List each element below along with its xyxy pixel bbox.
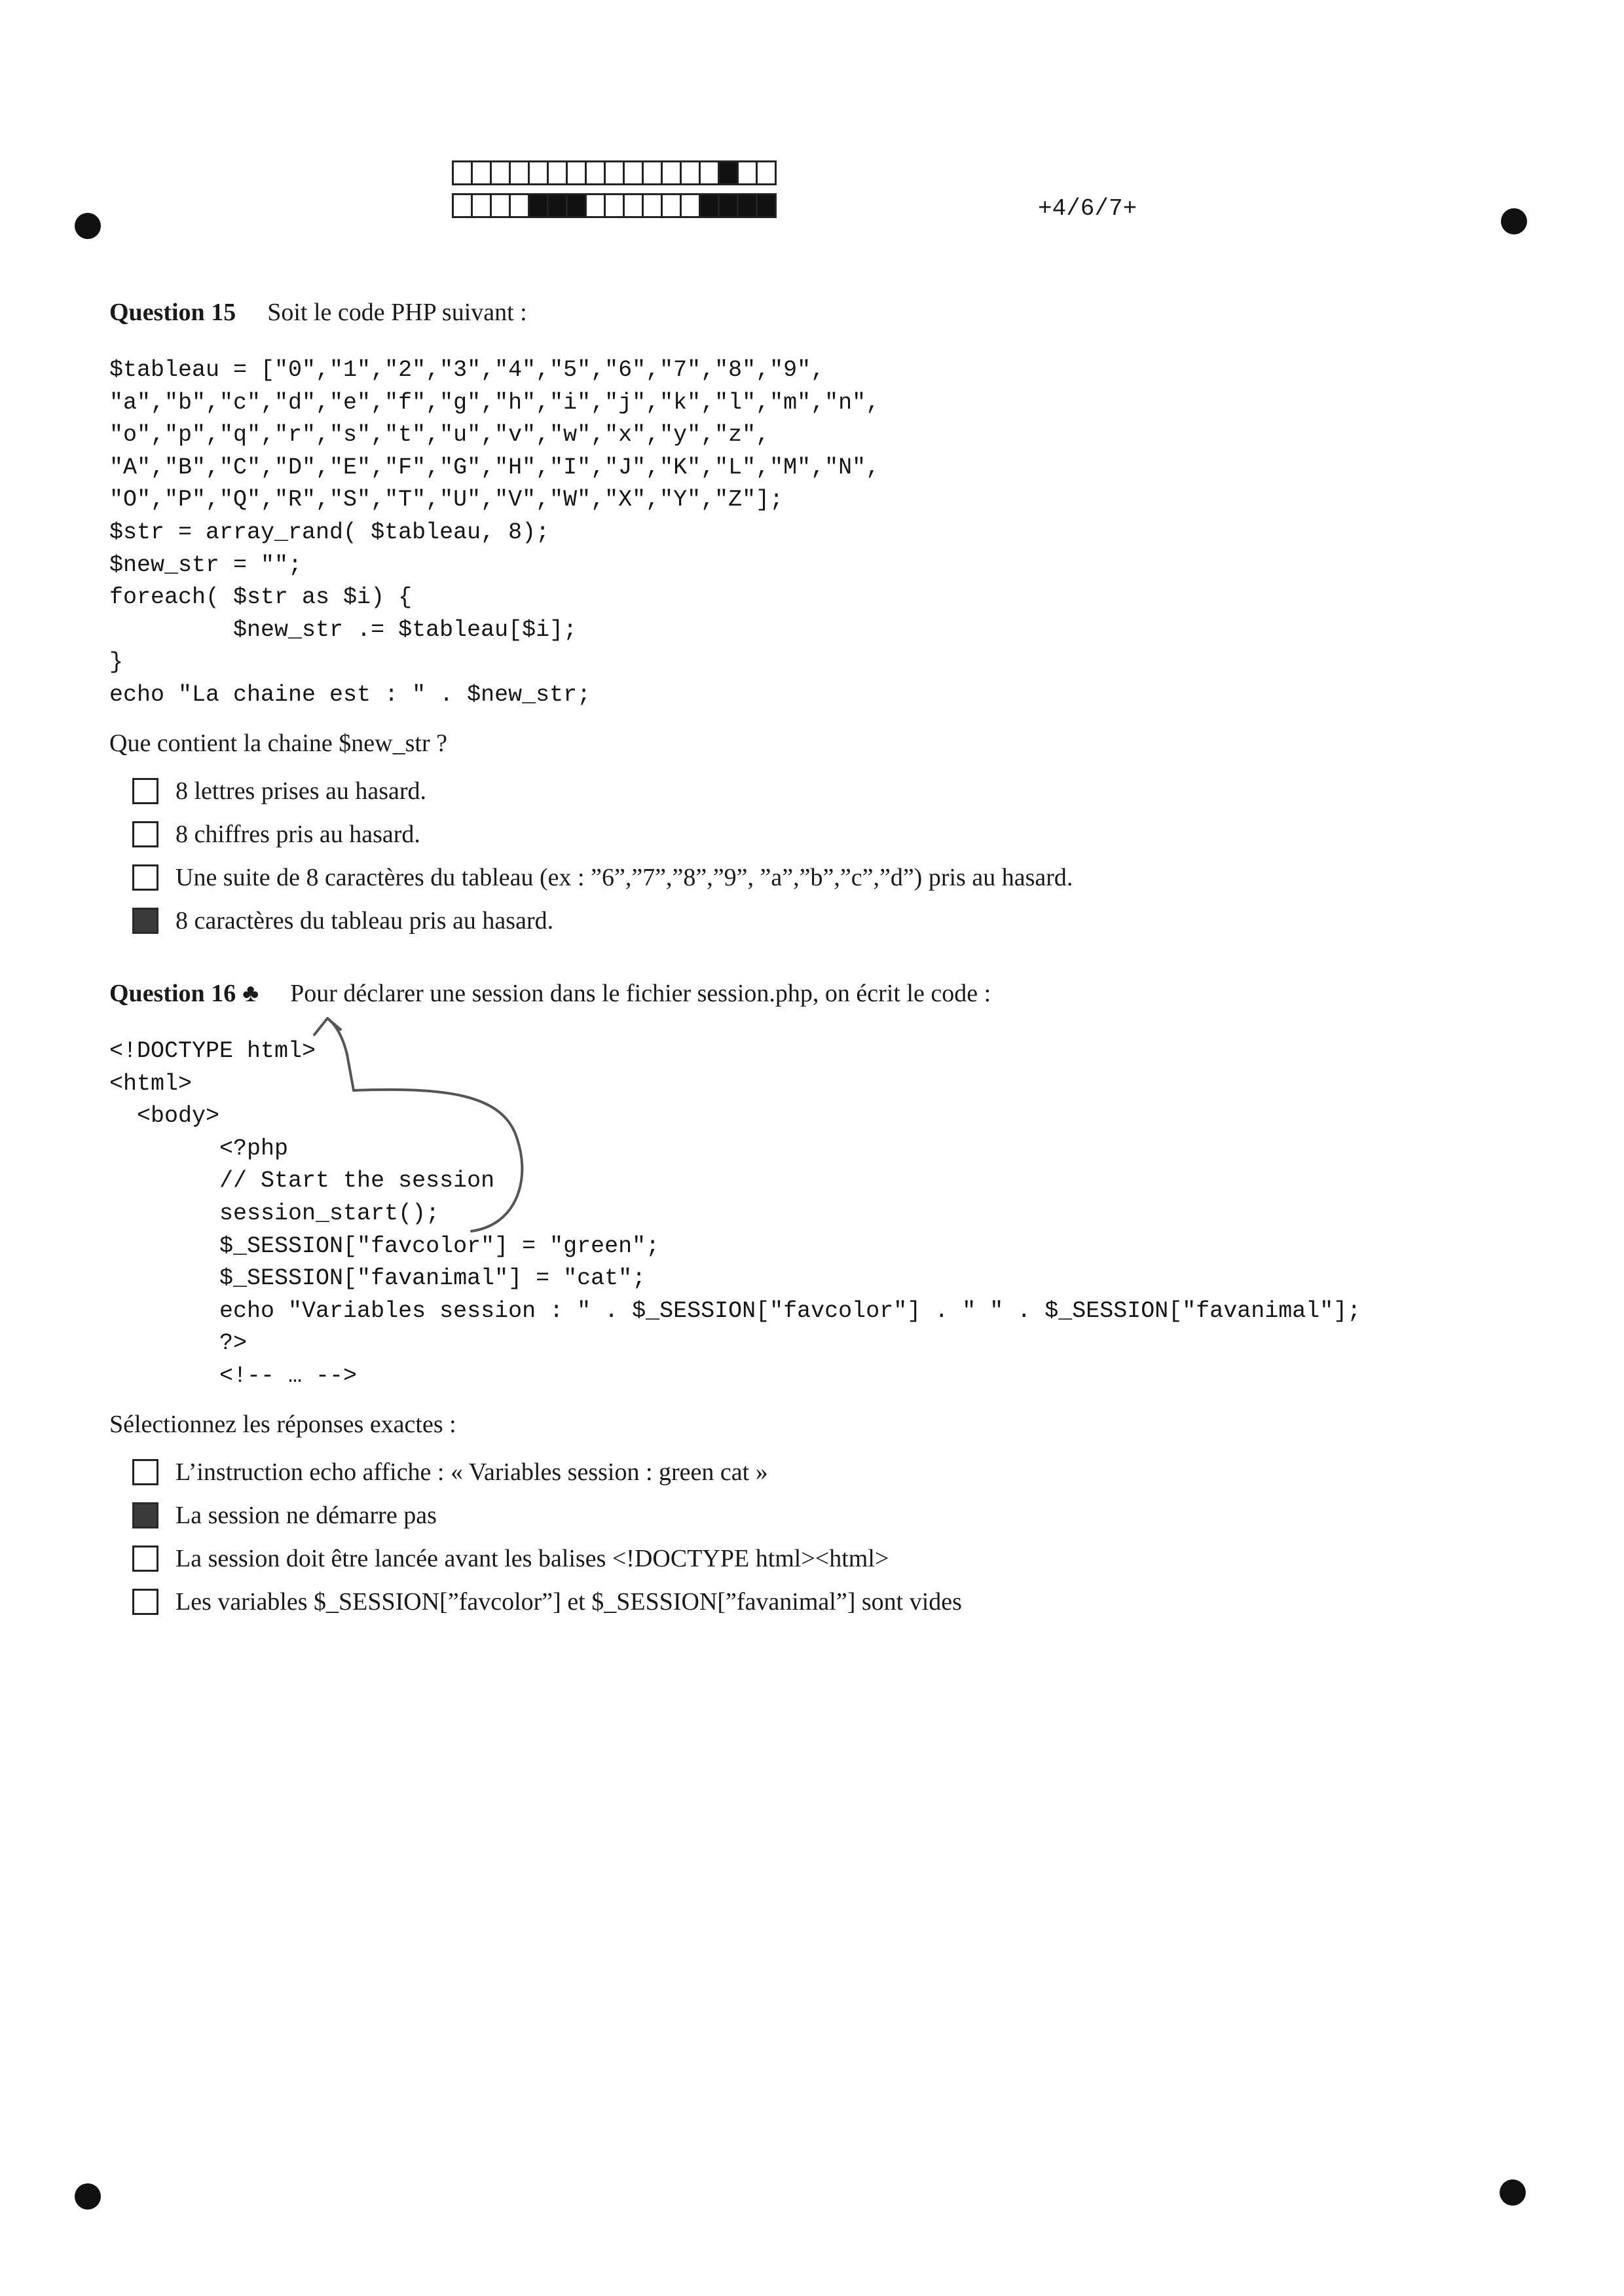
answer-checkbox[interactable] — [132, 1546, 158, 1572]
registration-mark-bottom-right — [1500, 2179, 1526, 2206]
question-title: Pour déclarer une session dans le fichier session.php, on écrit le code : — [290, 980, 991, 1007]
barcode-cell — [547, 160, 568, 185]
barcode-cell — [661, 160, 682, 185]
answer-text: 8 caractères du tableau pris au hasard. — [175, 906, 554, 935]
barcode-row-1 — [452, 160, 775, 185]
answer-option[interactable] — [132, 1537, 1550, 1580]
barcode-cell — [699, 160, 720, 185]
question-header — [109, 298, 1550, 327]
page-id: +4/6/7+ — [1038, 195, 1137, 222]
barcode-cell — [604, 160, 625, 185]
answer-list — [132, 1451, 1550, 1623]
answer-option[interactable] — [132, 1494, 1550, 1537]
barcode-cell — [680, 160, 701, 185]
code-block: <!DOCTYPE html> <html> <body> <?php // Start the session session_start(); $_SESSION["favcolor"] = "green"; $_SESSION["favanimal"] = "cat"; echo "Variables session : " . $_SESSION["favcolor"] . " " . $_SESSION["favanimal"]; ?> <!-- … --> — [109, 1038, 1361, 1389]
question-number: Question 16 — [109, 980, 236, 1007]
barcode-cell — [718, 160, 739, 185]
barcode-cell — [718, 193, 739, 218]
barcode-cell — [471, 160, 492, 185]
answer-checkbox[interactable] — [132, 778, 158, 804]
barcode-cell — [490, 160, 511, 185]
answer-text: Les variables $_SESSION[”favcolor”] et $_SESSION[”favanimal”] sont vides — [175, 1587, 962, 1616]
answer-text: 8 lettres prises au hasard. — [175, 777, 427, 805]
question-header — [109, 979, 1550, 1008]
barcode-cell — [509, 193, 530, 218]
barcode-cell — [509, 160, 530, 185]
barcode-cell — [452, 193, 473, 218]
barcode-cell — [737, 160, 758, 185]
answer-option[interactable] — [132, 769, 1550, 813]
answer-option[interactable] — [132, 1580, 1550, 1623]
answer-text: L’instruction echo affiche : « Variables session : green cat » — [175, 1458, 768, 1486]
barcode-cell — [528, 160, 549, 185]
question-16 — [109, 979, 1550, 1623]
question-prompt: Que contient la chaine $new_str ? — [109, 729, 447, 757]
answer-option[interactable] — [132, 856, 1550, 899]
code-block: $tableau = ["0","1","2","3","4","5","6","7","8","9", "a","b","c","d","e","f","g","h","i","j","k","l","m","n", "o","p","q","r","s","t","u","v","w","x","y","z", "A","B","C","D","E","F","G","H","I","J","K","L","M","N", "O","P","Q","R","S","T","U","V","W","X","Y","Z"]; $str = array_rand( $tableau, 8); $new_str = ""; foreach( $str as $i) { $new_str .= $tableau[$i]; } echo "La chaine est : " . $new_str; — [109, 357, 880, 708]
barcode-cell — [756, 193, 777, 218]
barcode-cell — [642, 193, 663, 218]
barcode-cell — [585, 160, 606, 185]
barcode-cell — [604, 193, 625, 218]
answer-checkbox-checked[interactable] — [132, 1502, 158, 1528]
answer-checkbox[interactable] — [132, 1589, 158, 1615]
answer-option[interactable] — [132, 899, 1550, 942]
barcode-cell — [623, 160, 644, 185]
barcode-cell — [471, 193, 492, 218]
barcode-cell — [547, 193, 568, 218]
registration-mark-bottom-left — [75, 2183, 101, 2210]
barcode-cell — [566, 160, 587, 185]
question-title: Soit le code PHP suivant : — [267, 299, 527, 326]
barcode-cell — [623, 193, 644, 218]
question-15 — [109, 298, 1550, 942]
barcode-cell — [566, 193, 587, 218]
barcode-cell — [528, 193, 549, 218]
answer-text: La session doit être lancée avant les balises <!DOCTYPE html><html> — [175, 1544, 889, 1572]
answer-checkbox[interactable] — [132, 821, 158, 847]
barcode-cell — [585, 193, 606, 218]
barcode-cell — [699, 193, 720, 218]
answer-text: Une suite de 8 caractères du tableau (ex : ”6”,”7”,”8”,”9”, ”a”,”b”,”c”,”d”) pris au hasard. — [175, 863, 1073, 891]
answer-option[interactable] — [132, 1451, 1550, 1494]
answer-checkbox[interactable] — [132, 864, 158, 891]
registration-mark-top-right — [1501, 208, 1527, 234]
barcode-cell — [680, 193, 701, 218]
answer-checkbox[interactable] — [132, 1459, 158, 1485]
answer-checkbox-checked[interactable] — [132, 908, 158, 934]
question-number: Question 15 — [109, 299, 236, 326]
barcode-cell — [452, 160, 473, 185]
club-icon: ♣ — [242, 980, 259, 1007]
barcode-cell — [490, 193, 511, 218]
barcode-row-2 — [452, 193, 775, 218]
barcode-cell — [661, 193, 682, 218]
answer-text: La session ne démarre pas — [175, 1501, 437, 1529]
answer-option[interactable] — [132, 813, 1550, 856]
question-prompt: Sélectionnez les réponses exactes : — [109, 1410, 456, 1438]
answer-text: 8 chiffres pris au hasard. — [175, 820, 420, 848]
registration-mark-top-left — [75, 213, 101, 239]
barcode-cell — [756, 160, 777, 185]
barcode-cell — [737, 193, 758, 218]
answer-list — [132, 769, 1550, 942]
barcode-cell — [642, 160, 663, 185]
